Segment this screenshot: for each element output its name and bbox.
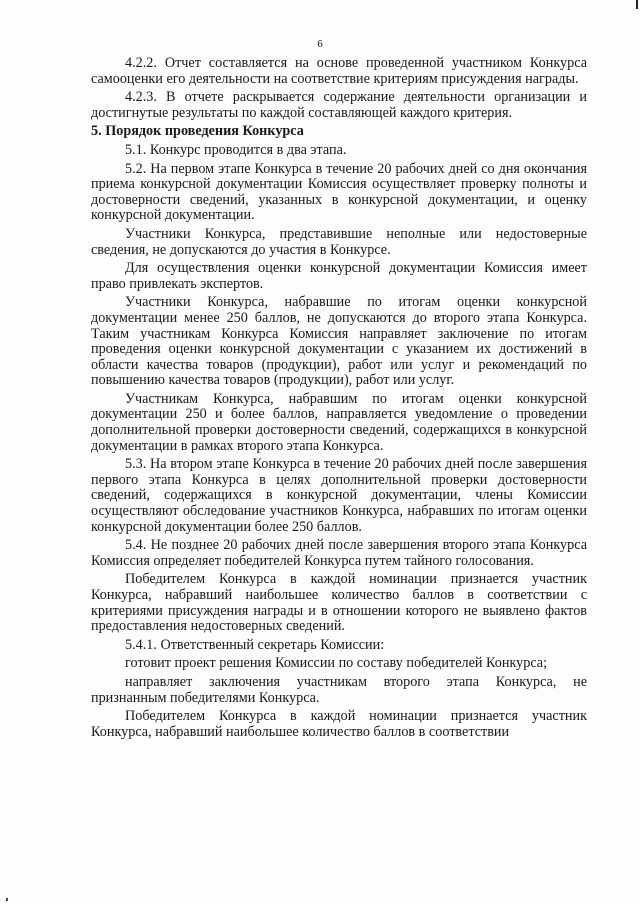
paragraph: Для осуществления оценки конкурсной документации Комиссия имеет право привлекать экспертов. xyxy=(91,260,587,292)
section-heading: 5. Порядок проведения Конкурса xyxy=(91,123,304,140)
paragraph-5-2: 5.2. На первом этапе Конкурса в течение 20 рабочих дней со дня окончания приема конкурсной документации Комиссия осуществляет проверку полноты и достоверности сведений, указанных в конкурсной документации, и оценку конкурсной документации. xyxy=(91,160,587,224)
paragraph: Победителем Конкурса в каждой номинации признается участник Конкурса, набравший наибольшее количество баллов в соответствии xyxy=(91,708,587,740)
scan-margin-mark xyxy=(636,0,638,9)
paragraph-5-1: 5.1. Конкурс проводится в два этапа. xyxy=(125,141,347,158)
page-number: 6 xyxy=(317,38,323,50)
list-item: готовит проект решения Комиссии по составу победителей Конкурса; xyxy=(125,655,548,672)
scan-corner-mark xyxy=(6,898,8,901)
document-body xyxy=(91,56,587,743)
paragraph: Победителем Конкурса в каждой номинации признается участник Конкурса, набравший наибольшее количество баллов в соответствии с критериями присуждения награды и в отношении которого не выявлено фактов предоставления недостоверных сведений. xyxy=(91,571,587,635)
list-item: направляет заключения участникам второго этапа Конкурса, не признанным победителями Конкурса. xyxy=(91,673,587,706)
paragraph-5-3: 5.3. На втором этапе Конкурса в течение 20 рабочих дней после завершения первого этапа Конкурса в целях дополнительной проверки достоверности сведений, содержащихся в конкурсной документации, члены Комиссии осуществляют обследование участников Конкурса, набравших по итогам оценки конкурсной документации более 250 баллов. xyxy=(91,456,587,535)
paragraph-5-4-1: 5.4.1. Ответственный секретарь Комиссии: xyxy=(125,636,385,653)
paragraph-4-2-2: 4.2.2. Отчет составляется на основе проведенной участником Конкурса самооценки его деятельности на соответствие критериям присуждения награды. xyxy=(91,55,587,87)
paragraph-4-2-3: 4.2.3. В отчете раскрывается содержание деятельности организации и достигнутые результаты по каждой составляющей каждого критерия. xyxy=(91,89,587,121)
paragraph-5-4: 5.4. Не позднее 20 рабочих дней после завершения второго этапа Конкурса Комиссия определяет победителей Конкурса путем тайного голосования. xyxy=(91,537,587,569)
paragraph: Участники Конкурса, представившие неполные или недостоверные сведения, не допускаются до участия в Конкурсе. xyxy=(91,225,587,258)
paragraph: Участники Конкурса, набравшие по итогам оценки конкурсной документации менее 250 баллов, не допускаются до второго этапа Конкурса. Таким участникам Конкурса Комиссия направляет заключение по итогам проведения оценки конкурсной документации с указанием их достижений в области качества товаров (продукции), работ или услуг и рекомендаций по повышению качества товаров (продукции), работ или услуг. xyxy=(91,294,587,389)
paragraph: Участникам Конкурса, набравшим по итогам оценки конкурсной документации 250 и более баллов, направляется уведомление о проведении дополнительной проверки достоверности сведений, содержащихся в конкурсной документации в рамках второго этапа Конкурса. xyxy=(91,390,587,454)
